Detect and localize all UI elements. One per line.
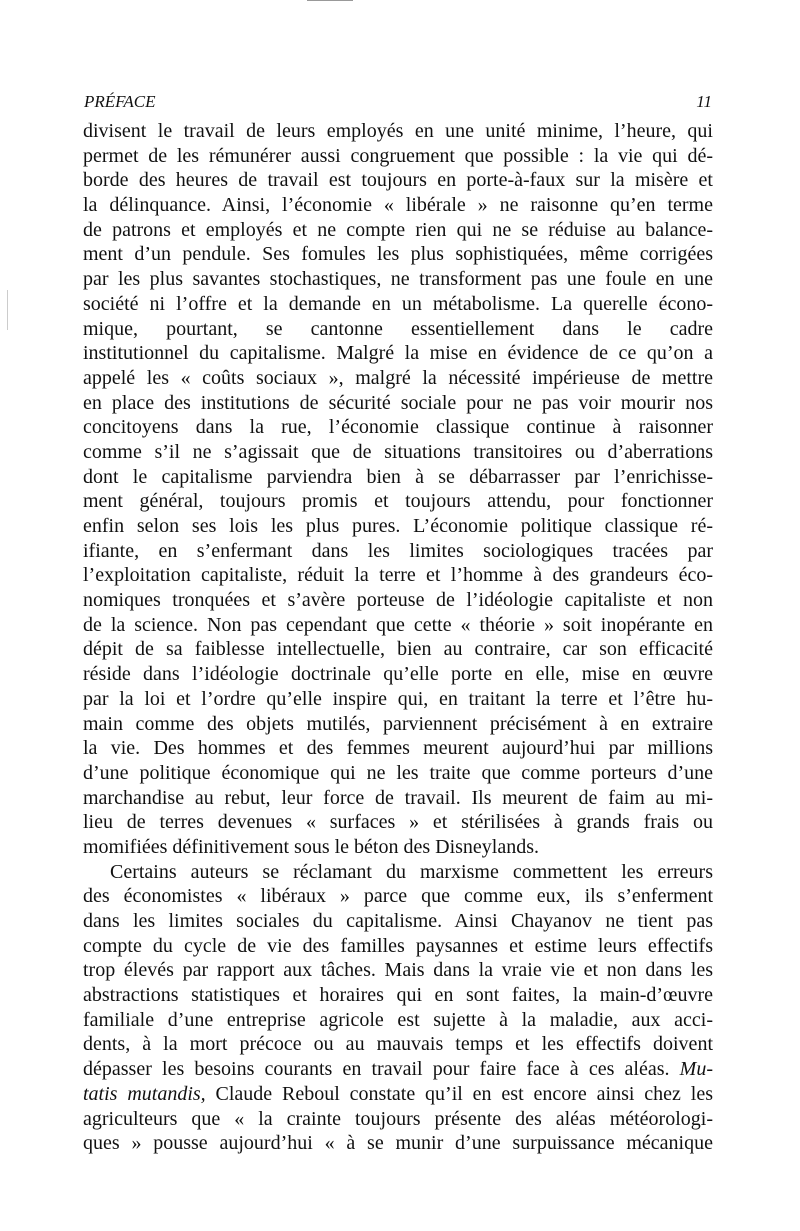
text-segment: main comme des objets mutilés, parviennent précisément à en extraire: [83, 712, 713, 735]
text-segment: de patrons et employés et ne compte rien qui ne se réduise au balance-: [83, 218, 713, 241]
text-segment: par la loi et l’ordre qu’elle inspire qui, en traitant la terre et l’être hu-: [83, 687, 713, 710]
text-segment: en place des institutions de sécurité sociale pour ne pas voir mourir nos: [83, 391, 713, 414]
text-segment: institutionnel du capitalisme. Malgré la mise en évidence de ce qu’on a: [83, 342, 713, 365]
text-line: [83, 168, 713, 193]
text-line: [83, 1057, 713, 1082]
text-line: [83, 934, 713, 959]
italic-text: Mu-: [679, 1058, 713, 1081]
text-segment: enfin selon ses lois les plus pures. L’économie politique classique ré-: [83, 515, 713, 537]
text-line: [83, 1131, 713, 1156]
scan-margin-mark: [7, 290, 8, 330]
text-line: [83, 440, 713, 465]
text-line: [83, 786, 713, 811]
text-segment: par les plus savantes stochastiques, ne transforment pas une foule en une: [83, 268, 713, 291]
text-segment: dont le capitalisme parviendra bien à se débarrasser par l’enrichisse-: [83, 465, 713, 488]
text-segment: ques » pousse aujourd’hui « à se munir d’une surpuissance mécanique: [83, 1132, 713, 1155]
text-segment: lieu de terres devenues « surfaces » et stérilisées à grands frais ou: [83, 811, 713, 834]
text-line: [83, 983, 713, 1008]
text-line: [83, 144, 713, 169]
text-line: [83, 514, 713, 539]
body-text: [83, 119, 713, 1156]
text-segment: borde des heures de travail est toujours en porte-à-faux sur la misère et: [83, 169, 713, 192]
text-segment: comme s’il ne s’agissait que de situations transitoires ou d’aberrations: [83, 440, 713, 463]
text-segment: ment d’un pendule. Ses fomules les plus sophistiquées, même corrigées: [83, 243, 713, 266]
text-segment: appelé les « coûts sociaux », malgré la nécessité impérieuse de mettre: [83, 366, 713, 389]
text-segment: ment général, toujours promis et toujours attendu, pour fonctionner: [83, 490, 713, 513]
text-line: [83, 391, 713, 416]
text-segment: la vie. Des hommes et des femmes meurent aujourd’hui par millions: [83, 737, 713, 760]
text-line: [83, 489, 713, 514]
text-segment: dépasser les besoins courants en travail pour faire face à ces aléas.: [83, 1058, 680, 1081]
text-line: [83, 218, 713, 243]
text-line: [83, 736, 713, 761]
text-segment: Claude Reboul constate qu’il en est encore ainsi chez les: [205, 1082, 713, 1105]
paragraph: [83, 860, 713, 1156]
text-line: [83, 267, 713, 292]
text-segment: divisent le travail de leurs employés en une unité minime, l’heure, qui: [83, 120, 713, 142]
text-segment: trop élevés par rapport aux tâches. Mais dans la vraie vie et non dans les: [83, 959, 713, 982]
text-segment: momifiées définitivement sous le béton des Disneylands.: [83, 835, 540, 858]
text-segment: ifiante, en s’enfermant dans les limites sociologiques tracées par: [83, 539, 713, 562]
text-line: [83, 341, 713, 366]
text-line: [83, 415, 713, 440]
text-segment: compte du cycle de vie des familles paysannes et estime leurs effectifs: [83, 934, 713, 957]
text-segment: dans les limites sociales du capitalisme. Ainsi Chayanov ne tient pas: [83, 910, 713, 932]
text-segment: familiale d’une entreprise agricole est sujette à la maladie, aux acci-: [83, 1008, 713, 1031]
text-line: [83, 761, 713, 786]
text-line: [83, 909, 713, 934]
italic-text: tatis mutandis,: [83, 1082, 206, 1105]
text-segment: mique, pourtant, se cantonne essentiellement dans le cadre: [83, 317, 713, 340]
text-line: [83, 662, 713, 687]
text-line: [83, 810, 713, 835]
scan-edge-mark: [307, 0, 353, 1]
text-line: [83, 1107, 713, 1132]
text-line: [83, 637, 713, 662]
running-header-title: PRÉFACE: [84, 92, 156, 111]
text-line: [83, 860, 713, 885]
text-segment: concitoyens dans la rue, l’économie classique continue à raisonner: [83, 416, 713, 439]
text-line: [83, 366, 713, 391]
text-segment: abstractions statistiques et horaires qui en sont faites, la main-d’œuvre: [83, 984, 713, 1007]
text-line: [83, 1008, 713, 1033]
text-segment: nomiques tronquées et s’avère porteuse de l’idéologie capitaliste et non: [83, 589, 713, 612]
text-line: [83, 1082, 713, 1107]
text-line: [83, 835, 713, 860]
text-line: [83, 958, 713, 983]
text-segment: la délinquance. Ainsi, l’économie « libérale » ne raisonne qu’en terme: [83, 194, 713, 217]
text-line: [83, 465, 713, 490]
text-line: [83, 317, 713, 342]
text-line: [83, 563, 713, 588]
text-segment: d’une politique économique qui ne les traite que comme porteurs d’une: [83, 761, 713, 784]
text-segment: des économistes « libéraux » parce que comme eux, ils s’enferment: [83, 885, 713, 908]
text-line: [83, 613, 713, 638]
text-line: [83, 588, 713, 613]
text-line: [83, 193, 713, 218]
text-line: [83, 242, 713, 267]
text-line: [83, 687, 713, 712]
text-segment: de la science. Non pas cependant que cette « théorie » soit inopérante en: [83, 613, 713, 636]
text-line: [83, 884, 713, 909]
text-segment: marchandise au rebut, leur force de travail. Ils meurent de faim au mi-: [83, 786, 713, 809]
text-line: [83, 119, 713, 144]
text-segment: société ni l’offre et la demande en un métabolisme. La querelle écono-: [83, 292, 713, 315]
text-line: [83, 712, 713, 737]
text-line: [83, 539, 713, 564]
text-segment: l’exploitation capitaliste, réduit la terre et l’homme à des grandeurs éco-: [83, 564, 713, 587]
text-segment: dents, à la mort précoce ou au mauvais temps et les effectifs doivent: [83, 1033, 713, 1056]
text-line: [83, 292, 713, 317]
text-segment: Certains auteurs se réclamant du marxisme commettent les erreurs: [110, 860, 713, 883]
text-segment: permet de les rémunérer aussi congruement que possible : la vie qui dé-: [83, 144, 713, 167]
text-segment: réside dans l’idéologie doctrinale qu’elle porte en elle, mise en œuvre: [83, 663, 713, 686]
text-line: [83, 1032, 713, 1057]
paragraph: [83, 119, 713, 860]
text-segment: agriculteurs que « la crainte toujours présente des aléas météorologi-: [83, 1107, 713, 1130]
page-number: 11: [696, 92, 712, 111]
text-segment: dépit de sa faiblesse intellectuelle, bien au contraire, car son efficacité: [83, 638, 713, 661]
